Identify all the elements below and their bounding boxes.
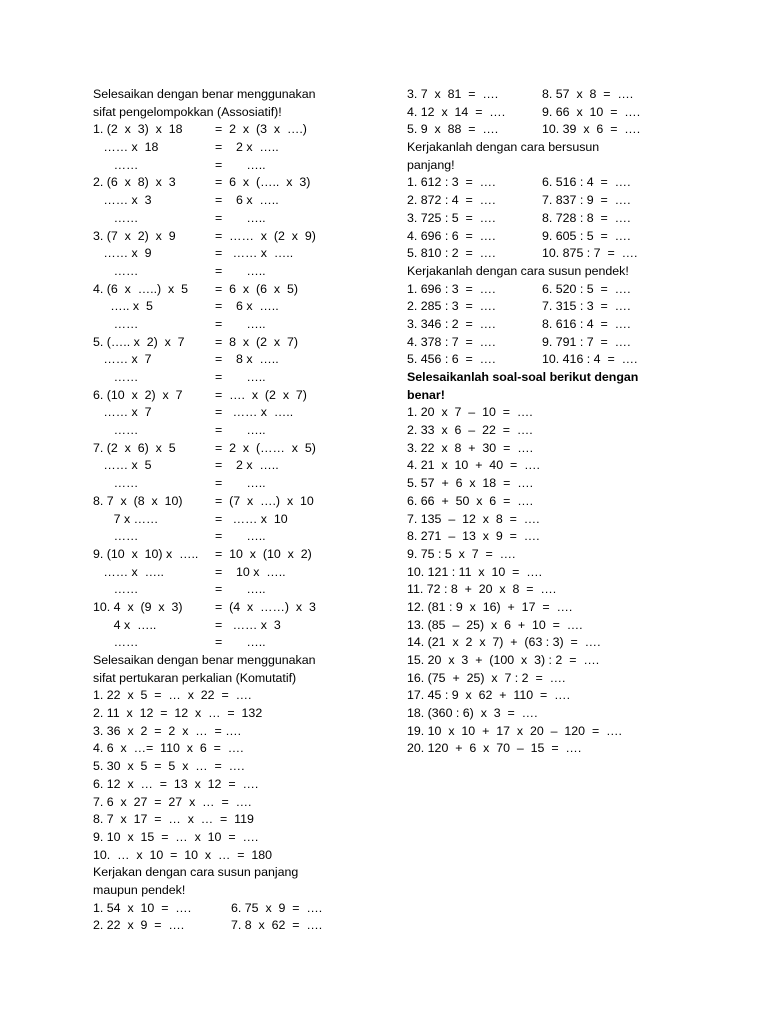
line-text-right: = 10 x (10 x 2) <box>215 546 312 561</box>
text-line <box>407 687 707 705</box>
text-line <box>93 546 368 564</box>
text-line <box>93 440 368 458</box>
text-line <box>93 493 368 511</box>
text-line <box>93 457 368 475</box>
line-text-right: 6. 516 : 4 = …. <box>542 175 631 190</box>
line-text: 6. (10 x 2) x 7 <box>93 387 183 402</box>
line-text-right: = 10 x ….. <box>215 564 286 579</box>
line-text-right: 9. 791 : 7 = …. <box>542 334 631 349</box>
text-line <box>407 617 707 635</box>
line-text: 3. (7 x 2) x 9 <box>93 228 176 243</box>
text-line <box>407 104 707 122</box>
line-text: Selesaikan dengan benar menggunakan <box>93 653 316 667</box>
text-line <box>407 334 707 352</box>
line-text-right: 10. 39 x 6 = …. <box>542 122 641 137</box>
line-text-right: 7. 8 x 62 = …. <box>231 918 323 933</box>
line-text: 1. (2 x 3) x 18 <box>93 122 183 137</box>
line-text: 10. … x 10 = 10 x … = 180 <box>93 847 273 862</box>
left-column <box>93 86 368 935</box>
text-line <box>407 440 707 458</box>
line-text-right: = 8 x ….. <box>215 352 279 367</box>
line-text: …… x 7 <box>93 352 152 367</box>
line-text-right: = 2 x (3 x ….) <box>215 122 307 137</box>
text-line <box>407 599 707 617</box>
text-line <box>93 387 368 405</box>
line-text-right: = ….. <box>215 582 266 597</box>
text-line <box>93 564 368 582</box>
text-line <box>407 581 707 599</box>
text-line <box>93 228 368 246</box>
text-line <box>407 228 707 246</box>
text-line <box>93 617 368 635</box>
line-text: 9. 75 : 5 x 7 = …. <box>407 546 516 561</box>
line-text: 15. 20 x 3 + (100 x 3) : 2 = …. <box>407 653 600 667</box>
line-text: 6. 12 x … = 13 x 12 = …. <box>93 776 259 791</box>
line-text-right: = 2 x ….. <box>215 458 279 473</box>
line-text-right: 8. 616 : 4 = …. <box>542 316 631 331</box>
line-text: 1. 54 x 10 = …. <box>93 900 192 915</box>
line-text-right: = 6 x ….. <box>215 193 279 208</box>
text-line <box>93 599 368 617</box>
text-line <box>407 564 707 582</box>
text-line <box>407 263 707 281</box>
text-line <box>93 705 368 723</box>
text-line <box>407 705 707 723</box>
text-line <box>407 316 707 334</box>
text-line <box>93 245 368 263</box>
text-line <box>407 157 707 175</box>
line-text-right: = …… x 10 <box>215 511 288 526</box>
line-text: 8. 271 – 13 x 9 = …. <box>407 529 540 544</box>
line-text: 3. 7 x 81 = …. <box>407 87 499 101</box>
text-line <box>407 740 707 758</box>
line-text: 17. 45 : 9 x 62 + 110 = …. <box>407 688 571 703</box>
text-line <box>93 121 368 139</box>
text-line <box>407 351 707 369</box>
line-text: 2. 33 x 6 – 22 = …. <box>407 423 533 438</box>
text-line <box>93 139 368 157</box>
line-text: …… x 18 <box>93 140 159 155</box>
line-text: Kerjakanlah dengan cara susun pendek! <box>407 263 629 278</box>
text-line <box>407 404 707 422</box>
text-line <box>407 174 707 192</box>
line-text: 2. 285 : 3 = …. <box>407 299 496 314</box>
text-line <box>407 139 707 157</box>
line-text: 5. 57 + 6 x 18 = …. <box>407 476 534 491</box>
line-text: 19. 10 x 10 + 17 x 20 – 120 = …. <box>407 723 622 738</box>
line-text: 11. 72 : 8 + 20 x 8 = …. <box>407 582 557 597</box>
text-line <box>93 794 368 812</box>
line-text-right: = ….. <box>215 210 266 225</box>
text-line <box>93 829 368 847</box>
line-text: …… x 3 <box>93 193 152 208</box>
line-text: 1. 612 : 3 = …. <box>407 175 496 190</box>
line-text: 20. 120 + 6 x 70 – 15 = …. <box>407 741 582 756</box>
line-text: 4. 696 : 6 = …. <box>407 228 496 243</box>
line-text-right: = …. x (2 x 7) <box>215 387 307 402</box>
line-text-right: = 2 x ….. <box>215 140 279 155</box>
text-line <box>93 281 368 299</box>
text-line <box>93 581 368 599</box>
line-text-right: 6. 520 : 5 = …. <box>542 281 631 296</box>
line-text: …… <box>93 476 139 491</box>
line-text-right: = (4 x ……) x 3 <box>215 599 316 614</box>
line-text-right: = ….. <box>215 635 266 650</box>
line-text: 5. 30 x 5 = 5 x … = …. <box>93 759 245 774</box>
line-text-right: = 6 x (6 x 5) <box>215 281 298 296</box>
line-text: 14. (21 x 2 x 7) + (63 : 3) = …. <box>407 635 601 650</box>
line-text: …… <box>93 157 139 172</box>
line-text-right: 6. 75 x 9 = …. <box>231 900 323 915</box>
text-line <box>93 210 368 228</box>
line-text: 5. 810 : 2 = …. <box>407 246 496 261</box>
text-line <box>93 369 368 387</box>
line-text-right: = 6 x (….. x 3) <box>215 175 311 190</box>
line-text: 5. 456 : 6 = …. <box>407 352 496 367</box>
line-text-right: 10. 416 : 4 = …. <box>542 352 638 367</box>
line-text: Selesaikanlah soal-soal berikut dengan <box>407 370 639 384</box>
line-text: 2. 11 x 12 = 12 x … = 132 <box>93 706 263 721</box>
text-line <box>93 864 368 882</box>
line-text-right: = …… x ….. <box>215 246 294 261</box>
line-text-right: = 2 x (…… x 5) <box>215 440 316 455</box>
text-line <box>407 634 707 652</box>
line-text: 4 x ….. <box>93 617 157 632</box>
line-text: 4. 6 x …= 110 x 6 = …. <box>93 741 244 756</box>
line-text: …… x 5 <box>93 458 152 473</box>
text-line <box>407 369 707 387</box>
line-text: 2. 22 x 9 = …. <box>93 918 185 933</box>
line-text-right: = ….. <box>215 316 266 331</box>
line-text: 8. 7 x 17 = … x … = 119 <box>93 812 254 827</box>
line-text: …… <box>93 210 139 225</box>
text-line <box>93 422 368 440</box>
line-text: …… x ….. <box>93 564 164 579</box>
text-line <box>93 263 368 281</box>
line-text: 4. 21 x 10 + 40 = …. <box>407 458 540 473</box>
line-text: 3. 346 : 2 = …. <box>407 316 496 331</box>
line-text: 7 x …… <box>93 511 159 526</box>
text-line <box>93 758 368 776</box>
line-text-right: = ….. <box>215 370 266 384</box>
line-text: 1. 20 x 7 – 10 = …. <box>407 405 533 420</box>
line-text: 1. 696 : 3 = …. <box>407 281 496 296</box>
line-text: 2. (6 x 8) x 3 <box>93 175 176 190</box>
line-text: 7. (2 x 6) x 5 <box>93 440 176 455</box>
line-text-right: = 8 x (2 x 7) <box>215 334 298 349</box>
line-text-right: 9. 605 : 5 = …. <box>542 228 631 243</box>
line-text-right: = ….. <box>215 476 266 491</box>
text-line <box>407 652 707 670</box>
text-line <box>93 298 368 316</box>
line-text-right: = ….. <box>215 263 266 278</box>
text-line <box>407 475 707 493</box>
text-line <box>407 210 707 228</box>
text-line <box>407 457 707 475</box>
right-column <box>407 86 707 758</box>
text-line <box>93 475 368 493</box>
text-line <box>93 157 368 175</box>
line-text: sifat pengelompokkan (Assosiatif)! <box>93 104 282 119</box>
text-line <box>407 422 707 440</box>
text-line <box>93 900 368 918</box>
line-text: 8. 7 x (8 x 10) <box>93 493 183 508</box>
line-text: 4. 378 : 7 = …. <box>407 334 496 349</box>
line-text: 7. 6 x 27 = 27 x … = …. <box>93 794 252 809</box>
line-text-right: = ….. <box>215 529 266 544</box>
line-text: 5. (….. x 2) x 7 <box>93 334 185 349</box>
text-line <box>93 528 368 546</box>
line-text-right: 7. 837 : 9 = …. <box>542 193 631 208</box>
line-text: 2. 872 : 4 = …. <box>407 193 496 208</box>
text-line <box>407 86 707 104</box>
text-line <box>93 404 368 422</box>
line-text-right: = …… x 3 <box>215 617 281 632</box>
line-text: …… <box>93 316 139 331</box>
text-line <box>407 670 707 688</box>
text-line <box>93 634 368 652</box>
line-text-right: = ….. <box>215 157 266 172</box>
text-line <box>93 334 368 352</box>
line-text: benar! <box>407 387 445 402</box>
line-text-right: = (7 x ….) x 10 <box>215 493 314 508</box>
text-line <box>93 316 368 334</box>
line-text-right: 8. 728 : 8 = …. <box>542 210 631 225</box>
text-line <box>407 387 707 405</box>
text-line <box>93 511 368 529</box>
text-line <box>407 281 707 299</box>
text-line <box>407 493 707 511</box>
line-text: Selesaikan dengan benar menggunakan <box>93 87 316 101</box>
text-line <box>93 192 368 210</box>
line-text: 9. (10 x 10) x ….. <box>93 546 199 561</box>
text-line <box>407 546 707 564</box>
line-text: 10. 121 : 11 x 10 = …. <box>407 564 543 579</box>
line-text: maupun pendek! <box>93 882 186 897</box>
text-line <box>93 174 368 192</box>
line-text: 5. 9 x 88 = …. <box>407 122 499 137</box>
text-line <box>93 104 368 122</box>
line-text: 4. 12 x 14 = …. <box>407 104 506 119</box>
line-text: 9. 10 x 15 = … x 10 = …. <box>93 829 259 844</box>
line-text: …… <box>93 423 139 438</box>
line-text: 6. 66 + 50 x 6 = …. <box>407 493 534 508</box>
line-text: 13. (85 – 25) x 6 + 10 = …. <box>407 617 583 632</box>
line-text: panjang! <box>407 157 455 172</box>
line-text: 3. 22 x 8 + 30 = …. <box>407 440 534 455</box>
line-text: 4. (6 x …..) x 5 <box>93 281 189 296</box>
line-text-right: 7. 315 : 3 = …. <box>542 299 631 314</box>
line-text-right: = 6 x ….. <box>215 299 279 314</box>
line-text: …… <box>93 263 139 278</box>
text-line <box>407 511 707 529</box>
line-text-right: = ….. <box>215 423 266 438</box>
text-line <box>407 528 707 546</box>
line-text: 12. (81 : 9 x 16) + 17 = …. <box>407 599 573 614</box>
text-line <box>93 86 368 104</box>
line-text-right: 9. 66 x 10 = …. <box>542 104 641 119</box>
text-line <box>93 847 368 865</box>
line-text: …… <box>93 582 139 597</box>
text-line <box>93 917 368 935</box>
line-text: 16. (75 + 25) x 7 : 2 = …. <box>407 670 566 685</box>
text-line <box>93 351 368 369</box>
text-line <box>93 652 368 670</box>
text-line <box>93 776 368 794</box>
line-text-right: 8. 57 x 8 = …. <box>542 87 634 101</box>
text-line <box>93 670 368 688</box>
line-text: ….. x 5 <box>93 299 153 314</box>
line-text: 7. 135 – 12 x 8 = …. <box>407 511 540 526</box>
line-text: …… <box>93 370 139 384</box>
text-line <box>407 121 707 139</box>
line-text-right: = …… x ….. <box>215 405 294 420</box>
text-line <box>407 245 707 263</box>
text-line <box>407 192 707 210</box>
line-text: Kerjakanlah dengan cara bersusun <box>407 140 600 155</box>
line-text: …… x 7 <box>93 405 152 420</box>
line-text: …… x 9 <box>93 246 152 261</box>
line-text: …… <box>93 529 139 544</box>
line-text-right: 10. 875 : 7 = …. <box>542 246 638 261</box>
text-line <box>93 687 368 705</box>
line-text: …… <box>93 635 139 650</box>
line-text: sifat pertukaran perkalian (Komutatif) <box>93 670 297 685</box>
text-line <box>407 298 707 316</box>
line-text: 3. 725 : 5 = …. <box>407 210 496 225</box>
line-text: 3. 36 x 2 = 2 x … = …. <box>93 723 242 738</box>
line-text-right: = …… x (2 x 9) <box>215 228 316 243</box>
text-line <box>93 811 368 829</box>
line-text: 10. 4 x (9 x 3) <box>93 599 183 614</box>
text-line <box>93 723 368 741</box>
text-line <box>93 740 368 758</box>
line-text: 18. (360 : 6) x 3 = …. <box>407 706 538 721</box>
text-line <box>407 723 707 741</box>
line-text: 1. 22 x 5 = … x 22 = …. <box>93 688 252 703</box>
line-text: Kerjakan dengan cara susun panjang <box>93 865 299 880</box>
text-line <box>93 882 368 900</box>
